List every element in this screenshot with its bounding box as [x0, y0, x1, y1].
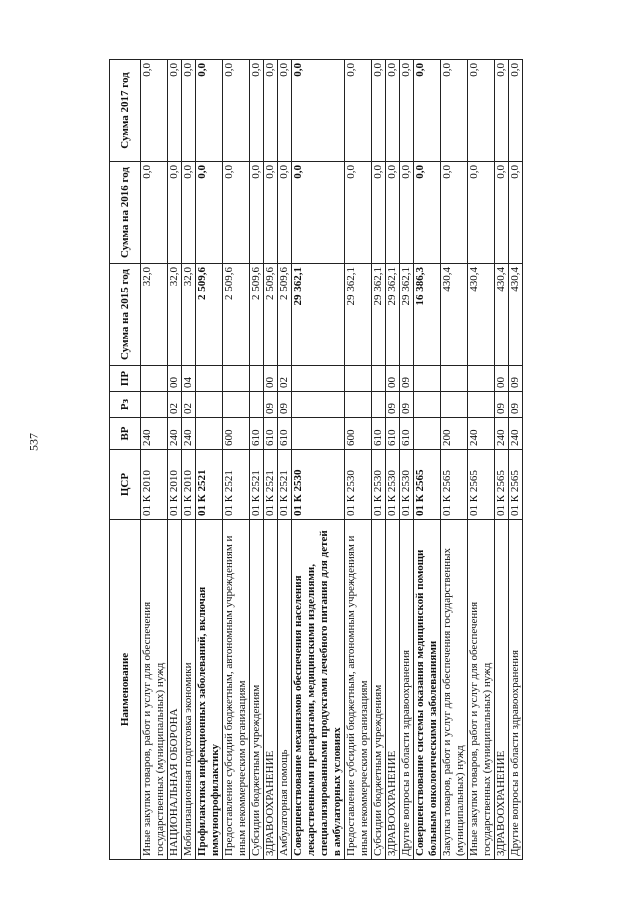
- cell-rz: [141, 392, 168, 418]
- cell-csr: 01 К 2530: [372, 450, 386, 520]
- cell-pr: 09: [509, 366, 523, 392]
- cell-sum-2016: 0,0: [495, 162, 509, 264]
- table-row: [250, 60, 264, 860]
- table-row: [292, 60, 345, 860]
- header-vr: ВР: [110, 418, 141, 450]
- cell-rz: 09: [264, 392, 278, 418]
- cell-sum-2016: 0,0: [196, 162, 223, 264]
- cell-sum-2016: 0,0: [141, 162, 168, 264]
- table-body: [141, 60, 523, 860]
- table-row: [345, 60, 372, 860]
- cell-vr: [292, 418, 345, 450]
- table-row: [223, 60, 250, 860]
- cell-sum-2016: 0,0: [223, 162, 250, 264]
- cell-sum-2017: 0,0: [196, 60, 223, 162]
- cell-sum-2015: 29 362,1: [372, 264, 386, 366]
- cell-vr: 610: [278, 418, 292, 450]
- header-sum-2016: Сумма на 2016 год: [110, 162, 141, 264]
- cell-sum-2015: 2 509,6: [250, 264, 264, 366]
- cell-csr: 01 К 2521: [250, 450, 264, 520]
- cell-name: ЗДРАВООХРАНЕНИЕ: [495, 520, 509, 860]
- header-rz: Рз: [110, 392, 141, 418]
- table-row: [168, 60, 182, 860]
- cell-sum-2016: 0,0: [468, 162, 495, 264]
- cell-rz: 09: [386, 392, 400, 418]
- cell-vr: 240: [182, 418, 196, 450]
- cell-name: Иные закупки товаров, работ и услуг для обеспечения государственных (муниципальных) нужд: [141, 520, 168, 860]
- table-row: [372, 60, 386, 860]
- cell-pr: 00: [168, 366, 182, 392]
- rotated-page-content: [109, 60, 523, 860]
- cell-rz: [292, 392, 345, 418]
- cell-rz: [372, 392, 386, 418]
- cell-sum-2015: 430,4: [509, 264, 523, 366]
- cell-pr: [372, 366, 386, 392]
- cell-csr: 01 К 2521: [196, 450, 223, 520]
- budget-table: [109, 59, 523, 860]
- cell-pr: 09: [400, 366, 414, 392]
- cell-sum-2015: 2 509,6: [278, 264, 292, 366]
- cell-rz: [223, 392, 250, 418]
- cell-rz: 09: [495, 392, 509, 418]
- cell-csr: 01 К 2521: [278, 450, 292, 520]
- cell-sum-2017: 0,0: [495, 60, 509, 162]
- cell-sum-2016: 0,0: [372, 162, 386, 264]
- cell-sum-2015: 29 362,1: [345, 264, 372, 366]
- cell-vr: 610: [264, 418, 278, 450]
- header-pr: ПР: [110, 366, 141, 392]
- cell-rz: [196, 392, 223, 418]
- cell-csr: 01 К 2530: [345, 450, 372, 520]
- cell-sum-2017: 0,0: [441, 60, 468, 162]
- cell-sum-2017: 0,0: [468, 60, 495, 162]
- cell-name: Предоставление субсидий бюджетным, автономным учреждениям и иным некоммерческим организациям: [345, 520, 372, 860]
- cell-sum-2015: 430,4: [468, 264, 495, 366]
- cell-name: ЗДРАВООХРАНЕНИЕ: [264, 520, 278, 860]
- cell-name: Совершенствование системы оказания медицинской помощи больным онкологическими заболеваниями: [414, 520, 441, 860]
- cell-name: Совершенствование механизмов обеспечения населения лекарственными препаратами, медицинскими изделиями, специализированными продуктами лечебного питания для детей в амбулаторных условиях: [292, 520, 345, 860]
- table-header-row: [110, 60, 141, 860]
- cell-sum-2017: 0,0: [168, 60, 182, 162]
- cell-sum-2016: 0,0: [414, 162, 441, 264]
- cell-sum-2015: 2 509,6: [264, 264, 278, 366]
- cell-name: Другие вопросы в области здравоохранения: [509, 520, 523, 860]
- cell-csr: 01 К 2521: [223, 450, 250, 520]
- cell-sum-2015: 32,0: [141, 264, 168, 366]
- cell-vr: 240: [509, 418, 523, 450]
- cell-vr: 240: [168, 418, 182, 450]
- table-row: [278, 60, 292, 860]
- cell-name: Закупка товаров, работ и услуг для обеспечения государственных (муниципальных) нужд: [441, 520, 468, 860]
- cell-sum-2017: 0,0: [292, 60, 345, 162]
- cell-vr: 610: [250, 418, 264, 450]
- cell-pr: [441, 366, 468, 392]
- cell-csr: 01 К 2010: [182, 450, 196, 520]
- cell-csr: 01 К 2565: [441, 450, 468, 520]
- cell-sum-2017: 0,0: [278, 60, 292, 162]
- cell-sum-2016: 0,0: [278, 162, 292, 264]
- cell-sum-2015: 430,4: [495, 264, 509, 366]
- cell-csr: 01 К 2530: [400, 450, 414, 520]
- cell-pr: [414, 366, 441, 392]
- cell-rz: 02: [168, 392, 182, 418]
- cell-rz: 09: [278, 392, 292, 418]
- cell-pr: 02: [278, 366, 292, 392]
- cell-vr: 600: [223, 418, 250, 450]
- cell-sum-2016: 0,0: [182, 162, 196, 264]
- table-row: [182, 60, 196, 860]
- table-row: [400, 60, 414, 860]
- cell-vr: [196, 418, 223, 450]
- header-csr: ЦСР: [110, 450, 141, 520]
- cell-sum-2016: 0,0: [250, 162, 264, 264]
- table-row: [509, 60, 523, 860]
- cell-csr: 01 К 2565: [495, 450, 509, 520]
- cell-csr: 01 К 2010: [141, 450, 168, 520]
- cell-pr: [292, 366, 345, 392]
- cell-vr: 610: [386, 418, 400, 450]
- cell-sum-2015: 32,0: [182, 264, 196, 366]
- cell-pr: 00: [495, 366, 509, 392]
- cell-name: НАЦИОНАЛЬНАЯ ОБОРОНА: [168, 520, 182, 860]
- cell-csr: 01 К 2010: [168, 450, 182, 520]
- cell-vr: 610: [400, 418, 414, 450]
- cell-pr: 00: [264, 366, 278, 392]
- cell-sum-2016: 0,0: [509, 162, 523, 264]
- cell-name: Другие вопросы в области здравоохранения: [400, 520, 414, 860]
- cell-sum-2015: 430,4: [441, 264, 468, 366]
- cell-name: Амбулаторная помощь: [278, 520, 292, 860]
- table-row: [141, 60, 168, 860]
- cell-sum-2016: 0,0: [264, 162, 278, 264]
- cell-sum-2017: 0,0: [223, 60, 250, 162]
- table-row: [468, 60, 495, 860]
- cell-vr: 200: [441, 418, 468, 450]
- cell-sum-2016: 0,0: [386, 162, 400, 264]
- cell-rz: 09: [400, 392, 414, 418]
- table-row: [495, 60, 509, 860]
- cell-csr: 01 К 2565: [468, 450, 495, 520]
- cell-sum-2017: 0,0: [414, 60, 441, 162]
- page-number: 537: [26, 433, 41, 451]
- table-row: [196, 60, 223, 860]
- cell-csr: 01 К 2565: [414, 450, 441, 520]
- cell-rz: 09: [509, 392, 523, 418]
- cell-rz: 02: [182, 392, 196, 418]
- cell-csr: 01 К 2530: [292, 450, 345, 520]
- cell-sum-2015: 32,0: [168, 264, 182, 366]
- cell-sum-2016: 0,0: [168, 162, 182, 264]
- cell-vr: 240: [468, 418, 495, 450]
- cell-sum-2015: 16 386,3: [414, 264, 441, 366]
- cell-sum-2017: 0,0: [250, 60, 264, 162]
- cell-rz: [468, 392, 495, 418]
- cell-sum-2015: 2 509,6: [223, 264, 250, 366]
- cell-name: Мобилизационная подготовка экономики: [182, 520, 196, 860]
- cell-sum-2017: 0,0: [141, 60, 168, 162]
- cell-vr: [414, 418, 441, 450]
- cell-name: Профилактика инфекционных заболеваний, включая иммунопрофилактику: [196, 520, 223, 860]
- table-row: [264, 60, 278, 860]
- header-sum-2015: Сумма на 2015 год: [110, 264, 141, 366]
- cell-sum-2017: 0,0: [182, 60, 196, 162]
- cell-pr: [345, 366, 372, 392]
- cell-vr: 240: [141, 418, 168, 450]
- cell-name: Предоставление субсидий бюджетным, автономным учреждениям и иным некоммерческим организациям: [223, 520, 250, 860]
- table-row: [386, 60, 400, 860]
- cell-pr: [196, 366, 223, 392]
- cell-name: Субсидии бюджетным учреждениям: [250, 520, 264, 860]
- cell-vr: 240: [495, 418, 509, 450]
- cell-vr: 610: [372, 418, 386, 450]
- cell-pr: [250, 366, 264, 392]
- cell-sum-2016: 0,0: [400, 162, 414, 264]
- cell-sum-2017: 0,0: [400, 60, 414, 162]
- table-row: [414, 60, 441, 860]
- cell-rz: [250, 392, 264, 418]
- table-row: [441, 60, 468, 860]
- cell-sum-2016: 0,0: [345, 162, 372, 264]
- header-name: Наименование: [110, 520, 141, 860]
- cell-pr: [223, 366, 250, 392]
- cell-sum-2015: 29 362,1: [386, 264, 400, 366]
- cell-pr: 00: [386, 366, 400, 392]
- cell-sum-2017: 0,0: [372, 60, 386, 162]
- cell-sum-2017: 0,0: [264, 60, 278, 162]
- cell-csr: 01 К 2565: [509, 450, 523, 520]
- cell-pr: 04: [182, 366, 196, 392]
- cell-pr: [468, 366, 495, 392]
- cell-sum-2017: 0,0: [345, 60, 372, 162]
- cell-rz: [441, 392, 468, 418]
- cell-rz: [345, 392, 372, 418]
- cell-sum-2015: 29 362,1: [400, 264, 414, 366]
- cell-csr: 01 К 2530: [386, 450, 400, 520]
- cell-name: ЗДРАВООХРАНЕНИЕ: [386, 520, 400, 860]
- cell-sum-2016: 0,0: [292, 162, 345, 264]
- cell-csr: 01 К 2521: [264, 450, 278, 520]
- cell-pr: [141, 366, 168, 392]
- header-sum-2017: Сумма 2017 год: [110, 60, 141, 162]
- cell-name: Субсидии бюджетным учреждениям: [372, 520, 386, 860]
- cell-name: Иные закупки товаров, работ и услуг для обеспечения государственных (муниципальных) нужд: [468, 520, 495, 860]
- cell-sum-2015: 2 509,6: [196, 264, 223, 366]
- cell-sum-2016: 0,0: [441, 162, 468, 264]
- cell-sum-2015: 29 362,1: [292, 264, 345, 366]
- cell-sum-2017: 0,0: [509, 60, 523, 162]
- cell-rz: [414, 392, 441, 418]
- cell-vr: 600: [345, 418, 372, 450]
- cell-sum-2017: 0,0: [386, 60, 400, 162]
